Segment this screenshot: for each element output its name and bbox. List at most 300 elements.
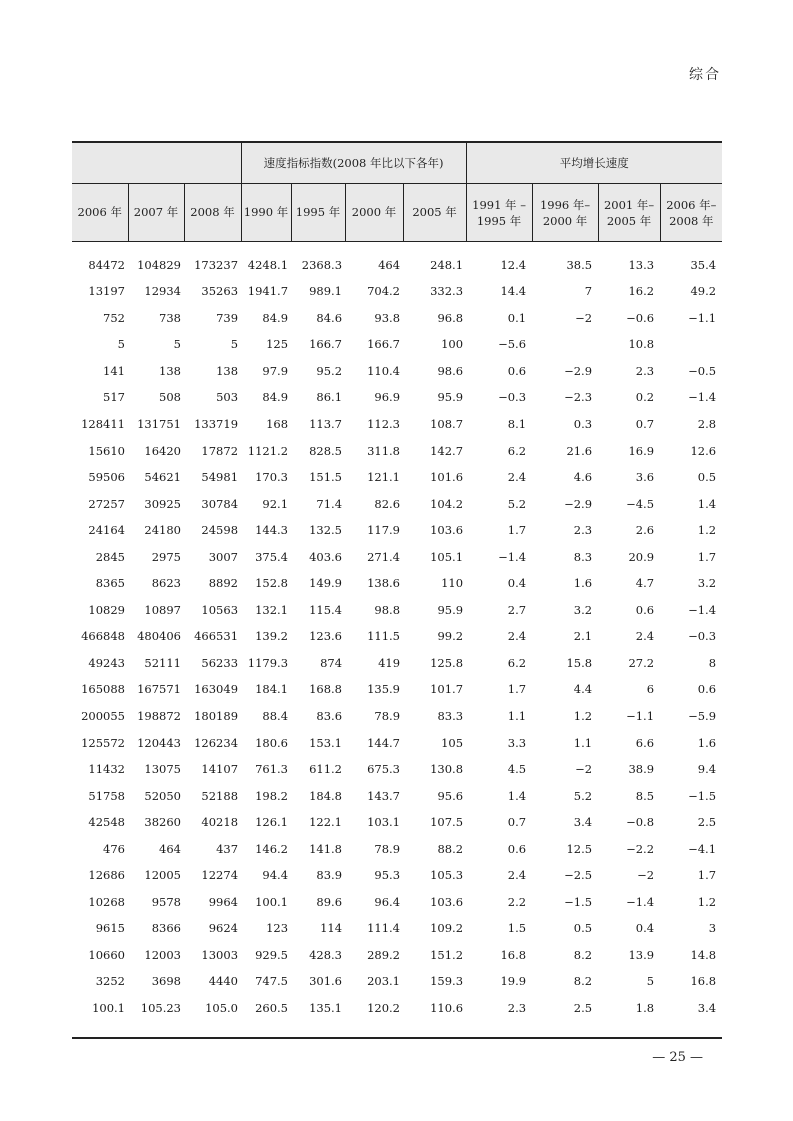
table-cell: 12274 [201,868,239,883]
table-cell: 0.7 [507,815,527,830]
table-cell: 203.1 [367,974,401,989]
table-cell: 27.2 [628,655,655,670]
table-cell: 92.1 [262,496,289,511]
table-cell: 24598 [201,523,239,538]
table-cell: 1.2 [697,894,717,909]
table-cell: 95.6 [437,788,464,803]
table-cell: 752 [103,310,125,325]
table-cell: 271.4 [367,549,401,564]
table-cell: 110.4 [367,363,401,378]
table-cell: 166.7 [367,337,401,352]
table-row [72,968,722,995]
statistics-table [72,141,722,1021]
column-header [466,184,532,242]
table-row [72,676,722,703]
table-cell: 9578 [151,894,181,909]
table-cell: 12.5 [566,841,593,856]
group-header-speed-index: 速度指标指数(2008 年比以下各年) [241,142,466,184]
table-cell: 101.6 [430,470,464,485]
group-header-blank [72,142,241,184]
table-cell: −1.4 [688,602,717,617]
table-cell: 78.9 [374,841,401,856]
table-cell: 464 [378,258,401,272]
column-header-line: 2005 年 [412,205,457,219]
table-cell: 2.1 [573,629,593,644]
table-cell: 1.7 [697,549,717,564]
table-cell: 1.5 [507,921,527,936]
table-cell: 5.2 [507,496,527,511]
table-cell: 16.9 [628,443,655,458]
table-cell: 0.5 [573,921,593,936]
table-cell: 101.7 [430,682,464,697]
table-cell: 301.6 [309,974,343,989]
table-cell: 122.1 [309,815,343,830]
table-cell: 94.4 [262,868,289,883]
table-cell: 184.8 [309,788,343,803]
table-cell: 6.6 [635,735,655,750]
table-cell: 96.9 [374,390,401,405]
table-cell: 9624 [208,921,239,936]
table-cell: 40218 [201,815,239,830]
table-body [72,242,722,1022]
column-header [403,184,466,242]
table-cell: 138.6 [367,576,401,591]
table-cell: 52111 [144,655,181,670]
table-cell: 332.3 [430,284,464,299]
table-row [72,278,722,305]
table-cell: 110.6 [430,1001,464,1016]
table-cell: 8366 [151,921,181,936]
table-cell: 508 [159,390,181,405]
table-cell: 4.5 [507,762,527,777]
table-cell: 260.5 [255,1001,289,1016]
table-cell: 132.5 [309,523,343,538]
table-cell: 9615 [95,921,125,936]
table-cell: 151.5 [309,470,343,485]
table-cell: 5 [230,337,239,352]
table-cell: 98.6 [437,363,464,378]
table-cell: 159.3 [430,974,464,989]
table-cell: 0.1 [507,310,527,325]
table-cell: 10268 [88,894,125,909]
table-cell: −2.5 [564,868,593,883]
bottom-rule [72,1037,722,1039]
table-cell: 0.2 [635,390,655,405]
table-cell: 109.2 [430,921,464,936]
table-cell: −5.9 [688,709,717,724]
table-cell: −0.8 [626,815,655,830]
table-cell: 84472 [88,258,125,272]
table-cell: 126234 [194,735,239,750]
table-cell: 20.9 [628,549,655,564]
table-cell: 8.2 [573,974,593,989]
table-cell: 0.6 [697,682,717,697]
column-header-line: 2000 年 [351,205,397,219]
table-cell: 144.3 [255,523,289,538]
table-cell: 125.8 [430,655,464,670]
table-cell: 2.3 [507,1001,527,1016]
table-cell: 5.2 [573,788,593,803]
table-cell: 54621 [144,470,181,485]
table-cell: −4.1 [688,841,717,856]
table-cell: 198.2 [255,788,289,803]
column-header [598,184,660,242]
table-cell: 103.6 [430,894,464,909]
table-cell: 0.7 [635,417,655,431]
table-cell: 8365 [95,576,125,591]
table-cell: 8.2 [573,947,593,962]
table-cell: 168.8 [309,682,343,697]
table-cell: 8892 [208,576,239,591]
table-cell: 100.1 [255,894,289,909]
table-cell: 142.7 [430,443,464,458]
table-cell: 4440 [208,974,239,989]
table-cell: 141.8 [309,841,343,856]
table-row [72,517,722,544]
table-cell: 6.2 [507,655,527,670]
table-cell: −5.6 [498,337,527,352]
table-cell: 4.6 [573,470,593,485]
table-cell: 14.8 [690,947,717,962]
table-cell: 96.4 [374,894,401,909]
table-row [72,384,722,411]
table-cell: 120.2 [367,1001,401,1016]
table-cell: 1.2 [697,523,717,538]
table-row [72,570,722,597]
table-cell: 138 [216,363,239,378]
table-cell: 35.4 [690,258,717,272]
table-cell: 21.6 [566,443,593,458]
table-row [72,490,722,517]
table-cell: 3.4 [697,1001,717,1016]
table-cell: 1.7 [507,682,527,697]
table-cell: 1179.3 [247,655,289,670]
table-cell: 139.2 [255,629,289,644]
table-cell: 503 [216,390,239,405]
table-cell: 96.8 [437,310,464,325]
table-cell: −0.6 [626,310,655,325]
table-cell: 1.4 [697,496,717,511]
table-cell: 138 [159,363,181,378]
table-cell: 2.5 [697,815,717,830]
table-cell: 7 [584,284,593,299]
table-cell: 3698 [151,974,181,989]
table-cell: 5 [173,337,181,352]
table-cell: 27257 [88,496,125,511]
table-cell: 9964 [208,894,239,909]
table-cell: 8.1 [507,417,527,431]
table-cell: 88.2 [437,841,464,856]
group-header-avg-growth: 平均增长速度 [466,142,722,184]
table-row [72,809,722,836]
table-cell: 466848 [81,629,125,644]
table-cell: −2.9 [564,363,593,378]
column-header [345,184,403,242]
table-cell: 3 [708,921,717,936]
column-header-line: 2007 年 [133,205,179,219]
table-cell: 761.3 [255,762,289,777]
table-cell: 6.2 [507,443,527,458]
table-cell: 128411 [81,417,125,431]
table-cell: 3.6 [635,470,655,485]
table-cell: 10897 [144,602,181,617]
table-cell: 89.6 [316,894,343,909]
table-row [72,729,722,756]
table-cell: 125 [266,337,289,352]
table-cell: 4.7 [635,576,655,591]
table-cell: 12005 [144,868,181,883]
table-cell: 83.6 [316,709,343,724]
table-cell: 2.6 [635,523,655,538]
table-cell: 2845 [95,549,125,564]
table-cell [532,331,598,358]
table-cell: 2.4 [507,629,527,644]
column-header [532,184,598,242]
table-cell: 466531 [194,629,239,644]
table-cell: 4248.1 [247,258,289,272]
table-row [72,623,722,650]
table-cell: 71.4 [316,496,343,511]
column-header [241,184,291,242]
table-cell: 10563 [201,602,239,617]
table-cell: 0.6 [507,841,527,856]
table-row [72,703,722,730]
table-cell: 95.9 [437,390,464,405]
table-cell: 151.2 [430,947,464,962]
column-header [72,184,128,242]
table-cell: 123 [266,921,289,936]
table-cell: 5 [646,974,655,989]
table-cell: 38.9 [628,762,655,777]
table-cell: 52050 [144,788,181,803]
table-cell: 13197 [88,284,125,299]
table-row [72,650,722,677]
table-cell: 1.1 [507,709,527,724]
table-cell: 149.9 [309,576,343,591]
table-cell: 1.7 [697,868,717,883]
table-cell: 3.2 [697,576,717,591]
table-row [72,862,722,889]
table-cell: 52188 [201,788,239,803]
column-header-row [72,184,722,242]
table-cell: 84.6 [316,310,343,325]
table-cell: 16.8 [500,947,527,962]
table-cell: 42548 [88,815,125,830]
table-cell: 16.2 [628,284,655,299]
table-cell: 403.6 [309,549,343,564]
table-cell: 12686 [88,868,125,883]
table-cell: 126.1 [255,815,289,830]
table-cell: −2.2 [626,841,655,856]
column-header-line: 2008 年 [669,213,714,228]
table-cell: 163049 [194,682,239,697]
table-cell: 117.9 [367,523,401,538]
page-number: — 25 — [652,1050,703,1065]
table-row [72,835,722,862]
table-cell: 111.5 [367,629,401,644]
table-cell: 125572 [81,735,125,750]
table-cell: 105.0 [205,1001,239,1016]
table-cell: 114 [320,921,343,936]
table-cell: 121.1 [367,470,401,485]
table-cell: 517 [103,390,125,405]
table-cell: 2975 [151,549,181,564]
table-cell: 428.3 [309,947,343,962]
column-header-line: 2005 年 [606,213,652,228]
table-cell: 131751 [137,417,181,431]
column-header-line: 1996 年– [539,197,591,212]
table-cell: 38.5 [566,258,593,272]
table-cell: 180.6 [255,735,289,750]
table-cell: 1.7 [507,523,527,538]
table-cell: 83.9 [316,868,343,883]
section-label: 综合 [689,67,721,83]
table-cell: 165088 [81,682,125,697]
table-cell: −2.9 [564,496,593,511]
table-cell: 12003 [144,947,181,962]
table-cell: −2 [637,868,655,883]
table-cell: 13.3 [628,258,655,272]
table-cell: 184.1 [255,682,289,697]
table-cell: 84.9 [262,310,289,325]
table-cell: 0.6 [507,363,527,378]
table-cell: 198872 [137,709,181,724]
table-cell: 100 [441,337,464,352]
table-cell: 2.3 [573,523,593,538]
table-cell: 311.8 [367,443,401,458]
table-cell: −1.4 [626,894,655,909]
table-cell: 49243 [88,655,125,670]
table-row [72,543,722,570]
table-cell: 133719 [194,417,239,431]
table-cell: 1.8 [635,1001,655,1016]
table-cell: 141 [103,363,125,378]
table-cell: 104829 [137,258,181,272]
table-row [72,358,722,385]
table-row [72,782,722,809]
table-cell: 135.9 [367,682,401,697]
table-cell: 828.5 [309,443,343,458]
table-cell: 200055 [81,709,125,724]
table-cell: 14107 [201,762,239,777]
table-cell: 103.1 [367,815,401,830]
table-cell: 97.9 [262,363,289,378]
table-cell: 2.8 [697,417,717,431]
column-header-line: 1991 年 – [472,197,526,212]
table-cell: 49.2 [690,284,717,299]
column-header [128,184,184,242]
table-cell: 0.3 [573,417,593,431]
table-cell: −1.1 [626,709,655,724]
table-cell: 2.2 [507,894,527,909]
table-cell: −0.5 [688,363,717,378]
group-header-row [72,142,722,184]
table-row [72,995,722,1022]
table-cell: 152.8 [255,576,289,591]
table-cell: 1941.7 [247,284,289,299]
table-cell: 59506 [88,470,125,485]
table-cell: 874 [320,655,343,670]
column-header-line: 2000 年 [542,213,588,228]
table-cell: 104.2 [430,496,464,511]
table-cell: 83.3 [437,709,464,724]
table-row [72,756,722,783]
column-header-line: 1990 年 [243,205,289,219]
table-cell: 123.6 [309,629,343,644]
table-cell: 17872 [201,443,239,458]
table-cell: 135.1 [309,1001,343,1016]
table-row [72,889,722,916]
table-cell: 3007 [208,549,239,564]
table-cell: 153.1 [309,735,343,750]
table-cell: 30925 [144,496,181,511]
table-cell: 93.8 [374,310,401,325]
table-row [72,437,722,464]
table-cell: 130.8 [430,762,464,777]
table-cell: −2 [575,310,593,325]
table-cell: 0.5 [697,470,717,485]
table-row [72,242,722,279]
table-cell: 132.1 [255,602,289,617]
table-cell: 15.8 [566,655,593,670]
table-row [72,942,722,969]
column-header [660,184,722,242]
column-header [291,184,345,242]
table-cell: 24180 [144,523,181,538]
table-cell: 167571 [137,682,181,697]
table-cell: 10829 [88,602,125,617]
table-cell: 14.4 [500,284,527,299]
table-cell: 99.2 [437,629,464,644]
table-cell: 30784 [201,496,239,511]
table-row [72,305,722,332]
table-cell: 611.2 [309,762,343,777]
table-cell: 12934 [144,284,181,299]
table-cell: 10.8 [628,337,655,352]
table-cell: −0.3 [498,390,527,405]
table-cell: 54981 [201,470,239,485]
table-cell: −1.1 [688,310,717,325]
table-cell: 4.4 [573,682,593,697]
column-header-line: 2008 年 [190,205,235,219]
table-cell: 108.7 [430,417,464,431]
table-cell: 95.9 [437,602,464,617]
table-cell: 2.3 [635,363,655,378]
table-cell: 84.9 [262,390,289,405]
table-cell: 115.4 [309,602,343,617]
table-cell: 173237 [194,258,239,272]
table-cell: 166.7 [309,337,343,352]
column-header-line: 2006 年– [666,197,717,212]
table-cell: 8.5 [635,788,655,803]
column-header-line: 1995 年 [476,213,522,228]
table-cell: 929.5 [255,947,289,962]
table-cell: 747.5 [255,974,289,989]
table-cell: 88.4 [262,709,289,724]
table-cell: 98.8 [374,602,401,617]
table-cell: 0.4 [507,576,527,591]
table-cell: 105 [441,735,464,750]
table-cell: 146.2 [255,841,289,856]
table-cell: 107.5 [430,815,464,830]
table-cell: 2368.3 [301,258,343,272]
table-cell: 6 [646,682,655,697]
table-cell: 5 [117,337,125,352]
table-cell: 8.3 [573,549,593,564]
table-cell: 10660 [88,947,125,962]
table-cell: 248.1 [430,258,464,272]
table-cell: 1.2 [573,709,593,724]
